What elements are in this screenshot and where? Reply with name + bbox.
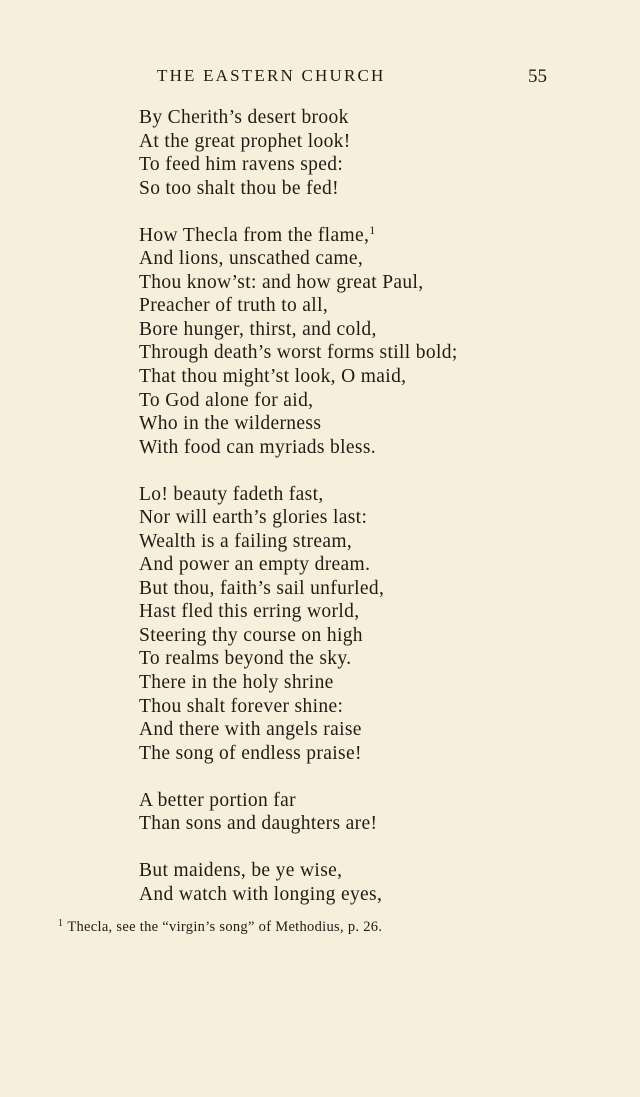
poem-line: Thou know’st: and how great Paul, [139,271,424,293]
footnote-text: Thecla, see the “virgin’s song” of Methodius, p. 26. [67,919,383,935]
page-number: 55 [528,66,547,87]
poem-line: The song of endless praise! [139,742,362,764]
poem-line: At the great prophet look! [139,130,351,152]
stanza-5 [139,859,619,906]
poem-line: And lions, unscathed came, [139,248,364,270]
stanza-1 [139,106,619,200]
poem-line: Than sons and daughters are! [139,813,378,835]
poem-line: Preacher of truth to all, [139,295,329,317]
stanza-4 [139,789,619,836]
poem-line: To God alone for aid, [139,389,314,411]
poem-line: So too shalt thou be fed! [139,177,339,199]
poem-line: Lo! beauty fadeth fast, [139,483,324,505]
stanza-3 [139,483,619,766]
poem-line: With food can myriads bless. [139,436,377,458]
poem-line: Steering thy course on high [139,624,363,646]
poem-line: To feed him ravens sped: [139,154,344,176]
poem-line: Thou shalt forever shine: [139,695,344,717]
poem-line: And power an empty dream. [139,554,371,576]
poem-line: Through death’s worst forms still bold; [139,342,458,364]
running-title: THE EASTERN CHURCH [157,66,386,85]
poem-line: By Cherith’s desert brook [139,107,349,128]
poem-line [139,224,619,248]
footnote-reference: 1 [369,222,376,237]
poem-line: And watch with longing eyes, [139,883,383,905]
poem-line: And there with angels raise [139,719,362,741]
poem-line: Nor will earth’s glories last: [139,507,368,529]
running-head [0,66,640,90]
stanza-2 [139,224,619,459]
footnote-mark: 1 [58,918,64,929]
poem-line-text: How Thecla from the flame, [139,224,370,246]
poem-line: But thou, faith’s sail unfurled, [139,577,385,599]
poem [139,106,619,930]
footnote [58,918,382,936]
poem-line: That thou might’st look, O maid, [139,365,407,387]
poem-line: Hast fled this erring world, [139,601,360,623]
poem-line: To realms beyond the sky. [139,648,352,670]
poem-line: A better portion far [139,789,296,811]
poem-line: Wealth is a failing stream, [139,530,353,552]
poem-line: There in the holy shrine [139,672,334,694]
poem-line: Who in the wilderness [139,413,322,435]
poem-line: Bore hunger, thirst, and cold, [139,318,377,340]
poem-line: But maidens, be ye wise, [139,860,343,882]
